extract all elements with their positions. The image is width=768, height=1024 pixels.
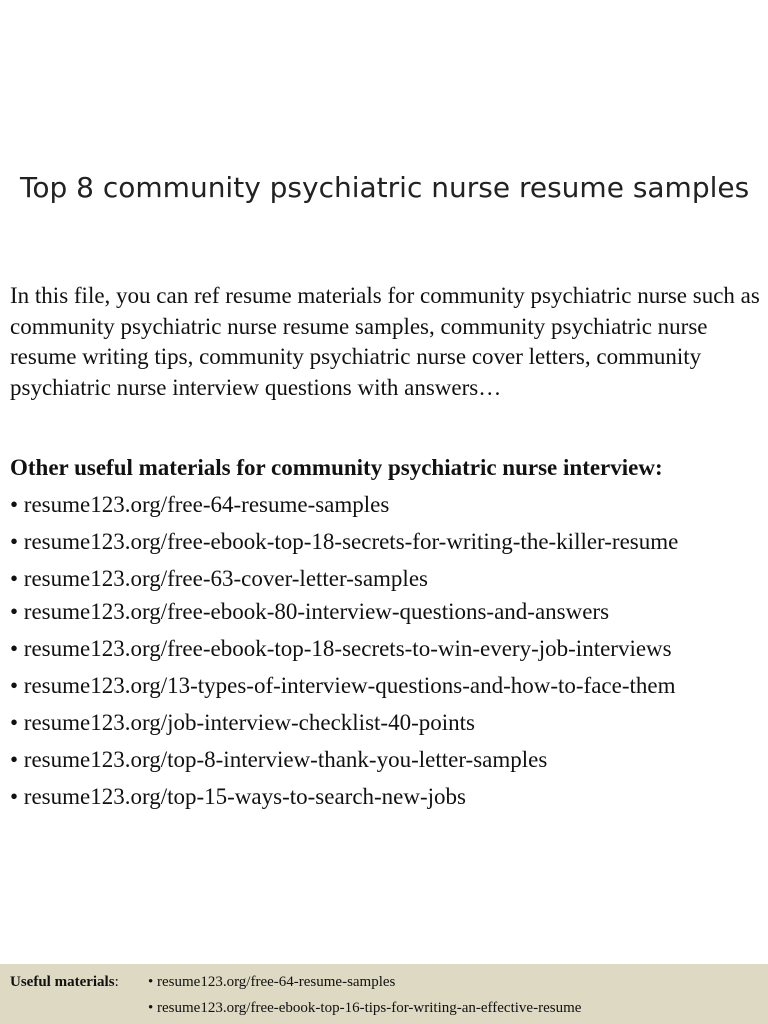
footer-link[interactable]: • resume123.org/free-ebook-top-16-tips-for-writing-an-effective-resume — [148, 1000, 582, 1016]
resource-link[interactable]: • resume123.org/job-interview-checklist-40-points — [10, 710, 475, 735]
resource-link[interactable]: • resume123.org/free-64-resume-samples — [10, 492, 390, 517]
resource-link[interactable]: • resume123.org/free-ebook-top-18-secrets-to-win-every-job-interviews — [10, 636, 672, 661]
resource-link[interactable]: • resume123.org/top-8-interview-thank-you-letter-samples — [10, 747, 548, 772]
intro-paragraph: In this file, you can ref resume materials for community psychiatric nurse such as community psychiatric nurse resume samples, community psychiatric nurse resume writing tips, community psychiatric nurse cover letters, community psychiatric nurse interview questions with answers… — [10, 283, 760, 400]
footer-link[interactable]: • resume123.org/free-64-resume-samples — [148, 974, 396, 990]
resource-link[interactable]: • resume123.org/free-ebook-80-interview-questions-and-answers — [10, 599, 610, 624]
resource-link[interactable]: • resume123.org/free-ebook-top-18-secrets-for-writing-the-killer-resume — [10, 529, 679, 554]
page-title: Top 8 community psychiatric nurse resume samples — [20, 171, 750, 204]
resource-link[interactable]: • resume123.org/13-types-of-interview-questions-and-how-to-face-them — [10, 673, 676, 698]
footer-label — [10, 972, 122, 992]
materials-heading: Other useful materials for community psychiatric nurse interview: — [10, 455, 663, 480]
resource-link[interactable]: • resume123.org/free-63-cover-letter-samples — [10, 566, 428, 591]
footer-bar — [0, 964, 768, 1024]
footer-label-text: Useful materials — [10, 974, 115, 990]
resource-link[interactable]: • resume123.org/top-15-ways-to-search-new-jobs — [10, 784, 467, 809]
footer-label-separator: : — [114, 974, 123, 990]
